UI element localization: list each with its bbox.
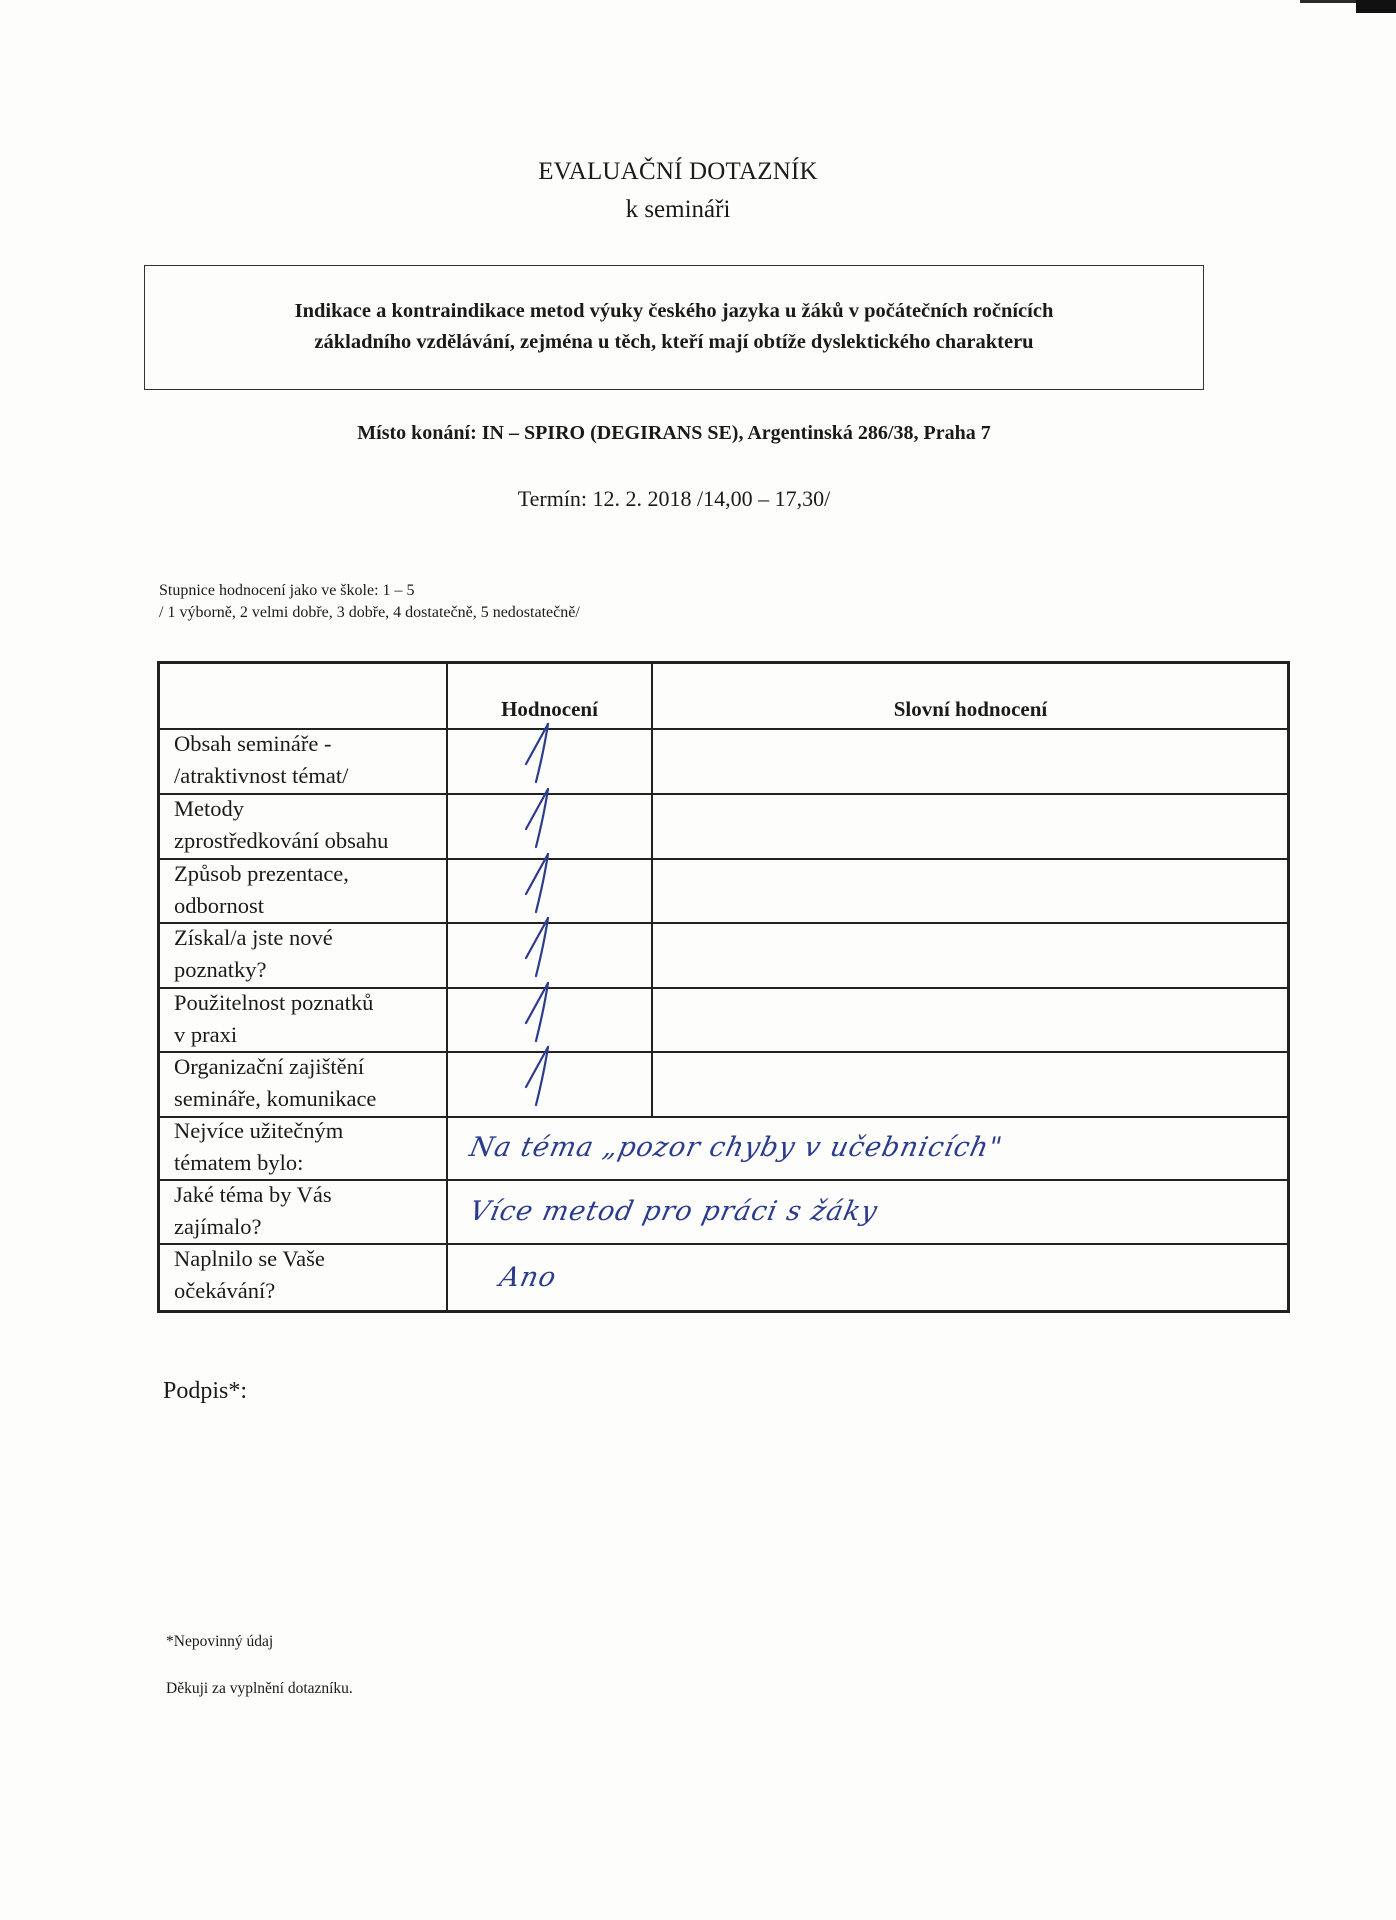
document-subtitle: k semináři [625, 196, 731, 223]
row-label-ziskal: Získal/a jste nové poznatky? [174, 925, 333, 982]
thanks-note: Děkuji za vyplnění dotazníku. [166, 1680, 353, 1697]
row-label-jake-tema: Jaké téma by Vás zajímalo? [174, 1182, 332, 1239]
row-label-zpusob: Způsob prezentace, odbornost [174, 861, 349, 918]
handwritten-rating-mark [512, 720, 572, 792]
topic-line-1: Indikace a kontraindikace metod výuky českého jazyka u žáků v počátečních ročnících [294, 300, 1054, 322]
handwritten-rating-mark [512, 979, 572, 1051]
document-title: EVALUAČNÍ DOTAZNÍK [538, 158, 818, 185]
answer-expectations: Ano [496, 1262, 560, 1293]
answer-most-useful: Na téma „pozor chyby v učebnicích" [466, 1132, 1006, 1163]
header-hodnoceni: Hodnocení [501, 697, 598, 721]
row-label-nejvice: Nejvíce užitečným tématem bylo: [174, 1118, 344, 1175]
row-label-pouzitelnost: Použitelnost poznatků v praxi [174, 990, 374, 1047]
footnote: *Nepovinný údaj [166, 1633, 274, 1650]
handwritten-rating-mark [512, 1043, 572, 1115]
venue-line: Místo konání: IN – SPIRO (DEGIRANS SE), Argentinská 286/38, Praha 7 [357, 422, 991, 444]
row-label-naplnilo: Naplnilo se Vaše očekávání? [174, 1246, 325, 1303]
rating-scale-line-1: Stupnice hodnocení jako ve škole: 1 – 5 [159, 582, 415, 599]
row-label-organizacni: Organizační zajištění semináře, komunikace [174, 1054, 377, 1111]
signature-label: Podpis*: [163, 1378, 248, 1404]
term-line: Termín: 12. 2. 2018 /14,00 – 17,30/ [517, 486, 831, 511]
handwritten-rating-mark [512, 914, 572, 986]
table-border-top [157, 661, 1290, 664]
header-slovni-hodnoceni: Slovní hodnocení [893, 697, 1048, 721]
handwritten-rating-mark [512, 785, 572, 857]
column-separator-2 [651, 662, 653, 1116]
rating-scale-line-2: / 1 výborně, 2 velmi dobře, 3 dobře, 4 dostatečně, 5 nedostatečně/ [159, 604, 580, 621]
answer-interesting-topic: Více metod pro práci s žáky [466, 1196, 881, 1227]
table-border-bottom [157, 1310, 1290, 1313]
seminar-topic-box [144, 265, 1204, 390]
scan-corner-block [1356, 0, 1396, 13]
handwritten-rating-mark [512, 850, 572, 922]
topic-line-2: základního vzdělávání, zejména u těch, kteří mají obtíže dyslektického charakteru [314, 331, 1034, 353]
row-label-metody: Metody zprostředkování obsahu [174, 796, 389, 853]
row-label-obsah: Obsah semináře - /atraktivnost témat/ [174, 731, 349, 788]
